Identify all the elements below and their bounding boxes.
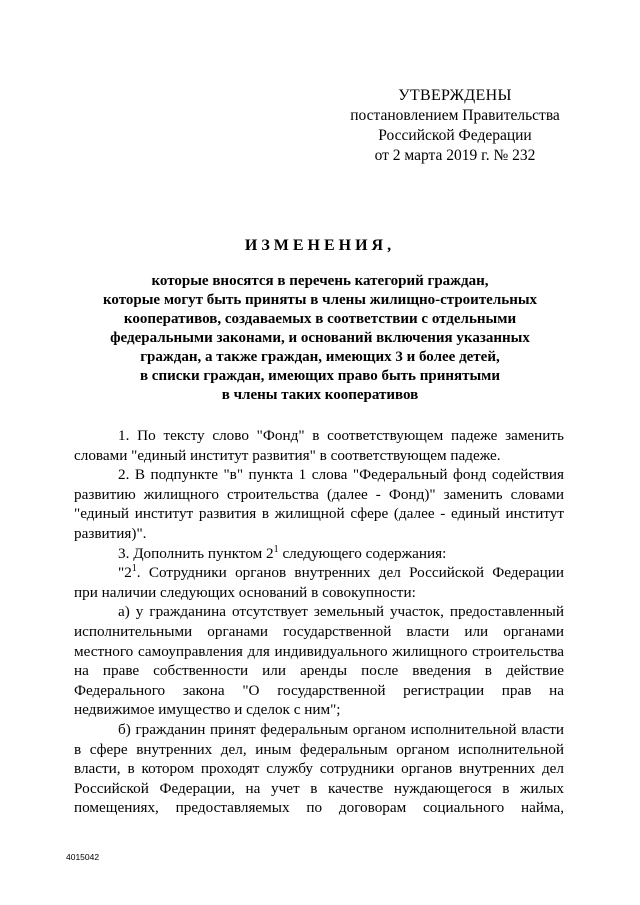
approval-line-2: Российской Федерации xyxy=(378,127,532,144)
paragraph-6: б) гражданин принят федеральным органом исполнительной власти в сфере внутренних дел, иным федеральным органом исполнительной власти, в котором проходят службу сотрудники органов внутренних дел Российской Федерации, на учет в качестве нуждающегося в жилых помещениях, предоставляемых по договорам социального найма, xyxy=(74,720,564,817)
paragraph-4-text-start: "2 xyxy=(118,564,132,582)
paragraph-1: 1. По тексту слово "Фонд" в соответствующем падеже заменить словами "единый институт развития" в соответствующем падеже. xyxy=(74,427,564,464)
heading-line: федеральными законами, и оснований включения указанных xyxy=(110,330,530,346)
paragraph-3-text-start: 3. Дополнить пунктом 2 xyxy=(118,544,274,562)
heading-line: в члены таких кооперативов xyxy=(221,387,419,403)
paragraph-5: а) у гражданина отсутствует земельный участок, предоставленный исполнительными органами государственной власти или органами местного самоуправления для индивидуального жилищного строительства на праве собственности или аренды после введения в действие Федерального закона "О государственной регистрации прав на недвижимое имущество и сделок с ним"; xyxy=(74,603,564,719)
approval-line-3: от 2 марта 2019 г. № 232 xyxy=(374,147,536,164)
approval-title: УТВЕРЖДЕНЫ xyxy=(398,87,512,104)
document-code: 4015042 xyxy=(66,852,100,862)
heading-title: ИЗМЕНЕНИЯ, xyxy=(244,237,396,254)
heading-line: граждан, а также граждан, имеющих 3 и более детей, xyxy=(140,349,500,365)
paragraph-3-text-end: следующего содержания: xyxy=(278,544,447,562)
heading-line: в списки граждан, имеющих право быть принятыми xyxy=(139,368,501,384)
heading-line: которые вносятся в перечень категорий граждан, xyxy=(151,273,489,289)
paragraph-3 xyxy=(74,544,564,564)
approval-block xyxy=(330,86,580,166)
superscript-mark: 1 xyxy=(273,543,279,555)
heading-line: которые могут быть приняты в члены жилищно-строительных xyxy=(102,292,538,308)
superscript-mark: 1 xyxy=(131,563,137,575)
heading-line: кооперативов, создаваемых в соответствии с отдельными xyxy=(123,311,517,327)
document-body xyxy=(74,426,564,818)
paragraph-4 xyxy=(74,563,564,602)
paragraph-4-text-end: . Сотрудники органов внутренних дел Российской Федерации при наличии следующих оснований в совокупности: xyxy=(74,564,564,601)
paragraph-2: 2. В подпункте "в" пункта 1 слова "Федеральный фонд содействия развитию жилищного строительства (далее - Фонд)" заменить словами "единый институт развития в жилищной сфере (далее - единый институт развития)". xyxy=(74,466,564,542)
approval-line-1: постановлением Правительства xyxy=(350,107,560,124)
document-heading xyxy=(60,236,580,405)
